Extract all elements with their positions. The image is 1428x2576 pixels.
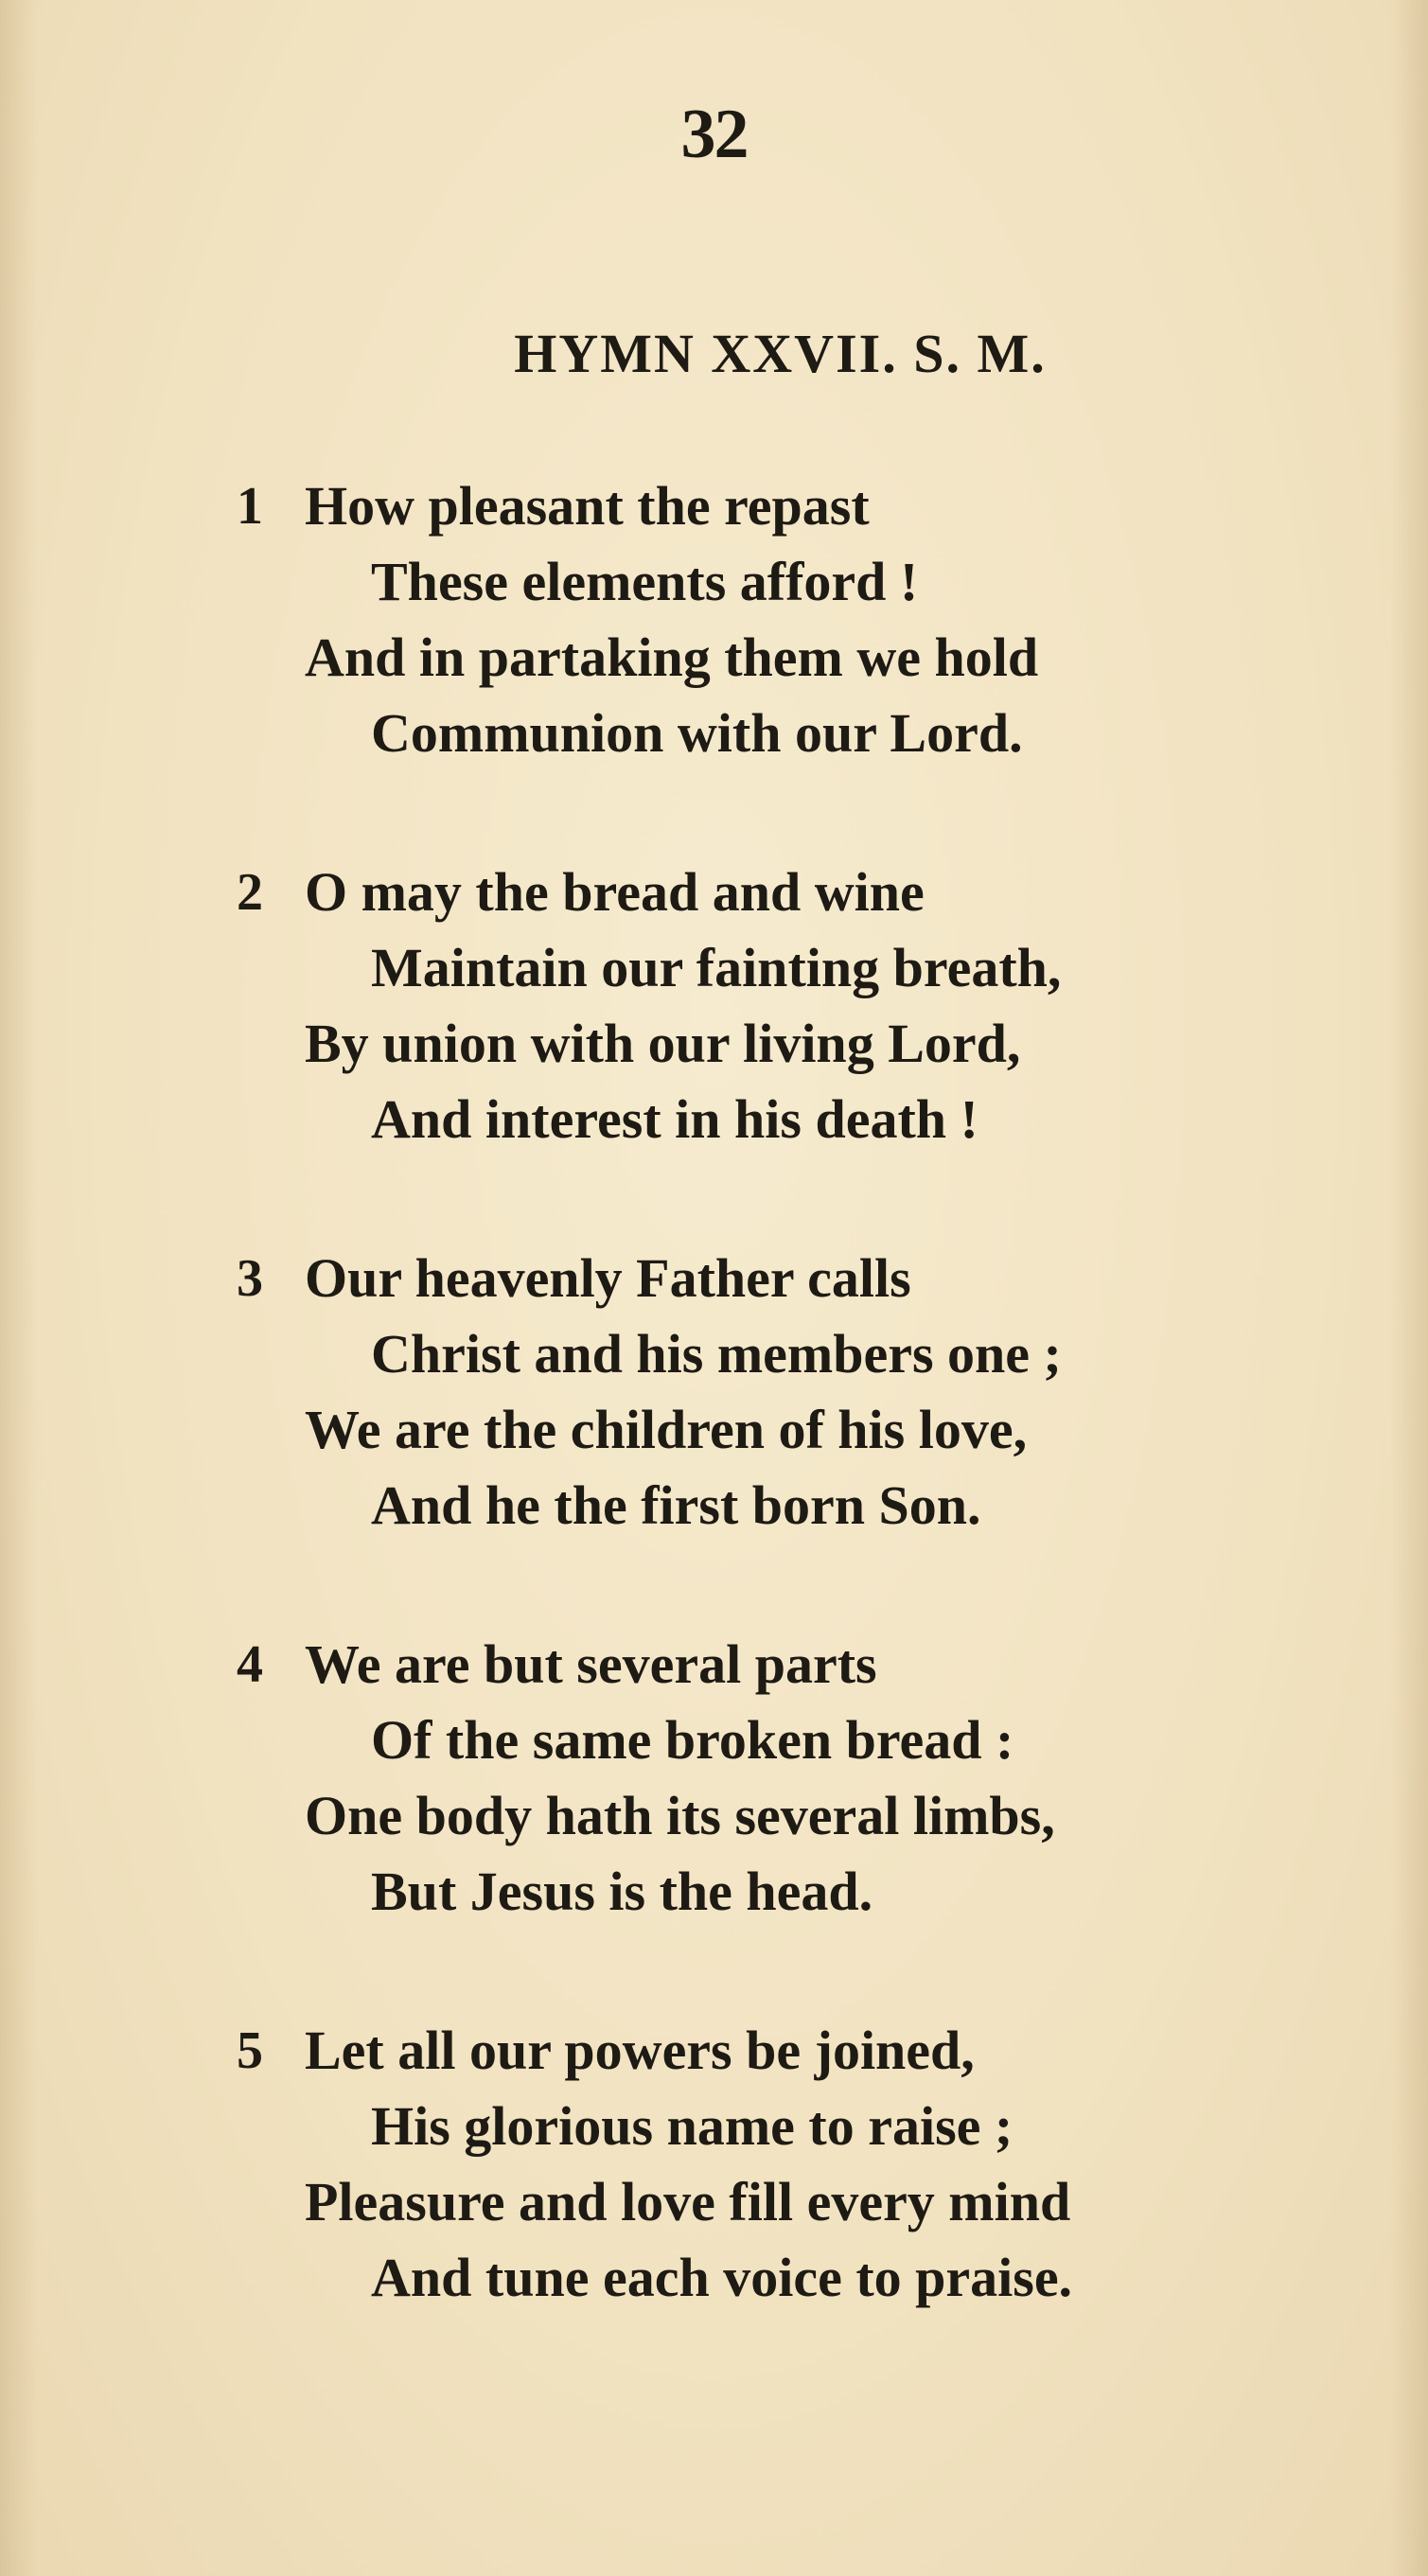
verse-line: Christ and his members one ; (371, 1323, 1062, 1385)
verse-line: And interest in his death ! (371, 1088, 978, 1150)
verse-2 (237, 855, 1240, 1157)
verse-line: Pleasure and love fill every mind (305, 2171, 1071, 2232)
verse-number: 5 (237, 2021, 263, 2080)
verse-line: But Jesus is the head. (371, 1861, 873, 1922)
verse-number: 4 (237, 1635, 263, 1694)
verse-number: 3 (237, 1249, 263, 1308)
verse-line: And in partaking them we hold (305, 626, 1039, 688)
verse-line: Maintain our fainting breath, (371, 937, 1062, 998)
verse-line: How pleasant the repast (305, 475, 870, 537)
verse-line: Communion with our Lord. (371, 702, 1023, 764)
verse-line: His glorious name to raise ; (371, 2095, 1014, 2157)
verse-line: Our heavenly Father calls (305, 1247, 911, 1309)
hymn-verses (237, 468, 1240, 2399)
verse-line: And tune each voice to praise. (371, 2247, 1073, 2308)
verse-line: We are the children of his love, (305, 1399, 1028, 1460)
verse-4 (237, 1627, 1240, 1930)
verse-5 (237, 2013, 1240, 2316)
verse-3 (237, 1241, 1240, 1544)
verse-line: These elements afford ! (371, 551, 919, 612)
verse-line: And he the first born Son. (371, 1474, 981, 1536)
verse-line: One body hath its several limbs, (305, 1785, 1055, 1846)
verse-1 (237, 468, 1240, 771)
verse-line: Of the same broken bread : (371, 1709, 1014, 1771)
page-number: 32 (680, 96, 748, 173)
hymn-title: HYMN XXVII. S. M. (514, 323, 1047, 384)
verse-line: Let all our powers be joined, (305, 2020, 975, 2081)
verse-line: O may the bread and wine (305, 861, 925, 923)
page-edge-left (0, 0, 38, 2576)
verse-line: We are but several parts (305, 1633, 877, 1695)
page-edge-right (1390, 0, 1428, 2576)
verse-number: 2 (237, 863, 263, 922)
verse-line: By union with our living Lord, (305, 1013, 1021, 1074)
verse-number: 1 (237, 477, 263, 536)
